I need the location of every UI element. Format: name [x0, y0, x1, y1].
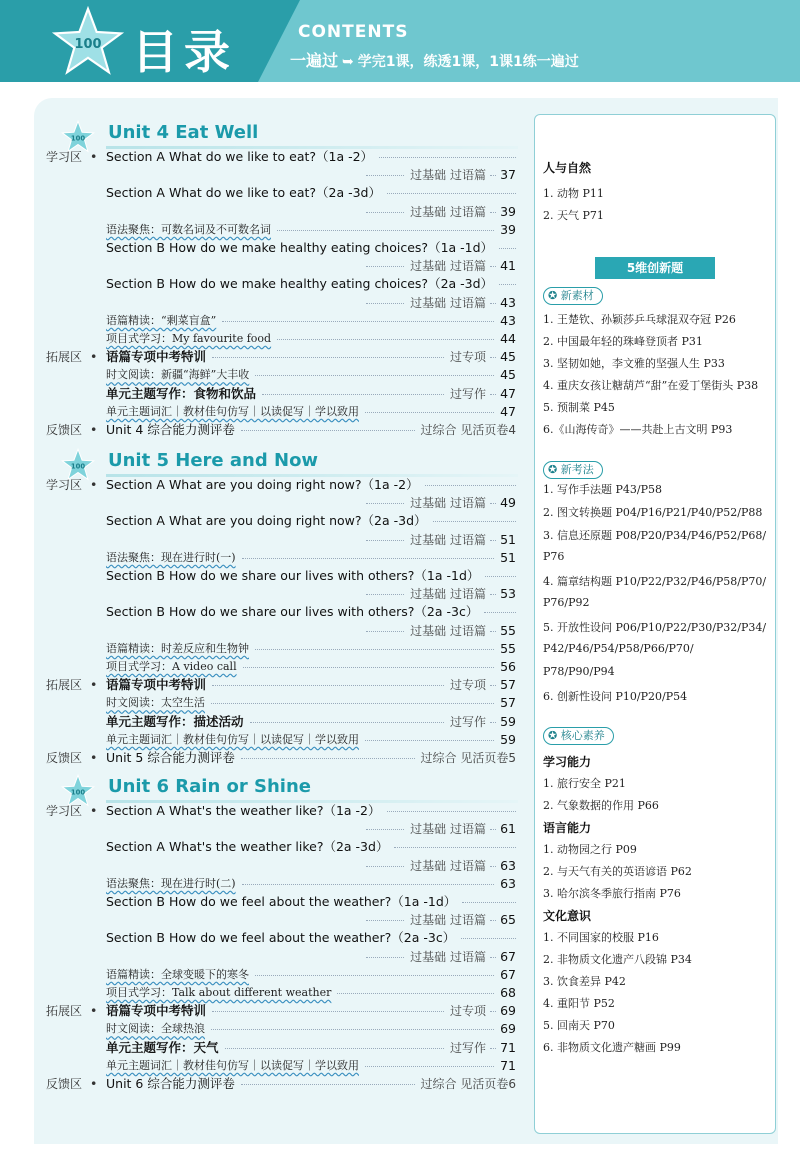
toc-row[interactable]	[36, 567, 526, 585]
entry-tags: 过综合 见活页卷5	[420, 751, 516, 765]
contents-label: CONTENTS	[298, 22, 409, 42]
leader-dots	[241, 430, 415, 431]
toc-row[interactable]	[36, 1039, 526, 1057]
toc-row[interactable]	[36, 603, 526, 621]
leader-dots	[490, 503, 496, 504]
page-number: 45	[500, 367, 516, 383]
entry-text: Section B How do we feel about the weather?（2a -3c）	[106, 930, 456, 946]
toc-row[interactable]	[36, 948, 526, 966]
entry-text: 单元主题写作：天气	[106, 1039, 219, 1055]
entry-tags: 过写作	[449, 714, 486, 729]
toc-row[interactable]	[36, 239, 526, 257]
zone-label: 拓展区	[46, 350, 83, 365]
leader-dots	[366, 175, 404, 176]
new-methods-badge	[543, 461, 603, 479]
leader-dots	[366, 303, 404, 304]
unit-header	[36, 772, 526, 806]
list-item: 2. 中国最年轻的珠峰登顶者 P31	[543, 335, 703, 348]
page-number: 47	[500, 385, 516, 401]
leader-dots	[241, 1084, 415, 1085]
toc-row[interactable]	[36, 838, 526, 856]
badge-label: 新考法	[560, 463, 594, 476]
toc-row[interactable]	[36, 366, 526, 384]
page-number: 37	[500, 167, 516, 183]
list-item: 2. 图文转换题 P04/P16/P21/P40/P52/P88	[543, 506, 763, 519]
page-number: 68	[500, 985, 516, 1000]
nature-item: 2. 天气 P71	[543, 209, 604, 222]
list-item: 2. 与天气有关的英语谚语 P62	[543, 865, 692, 878]
leader-dots	[337, 993, 494, 994]
zone-label: 拓展区	[46, 678, 83, 693]
leader-dots	[394, 847, 516, 848]
toc-row[interactable]	[36, 658, 526, 676]
leader-dots	[365, 740, 494, 741]
bullet-icon: •	[90, 349, 98, 365]
toc-row[interactable]	[36, 875, 526, 893]
zone-label: 拓展区	[46, 1004, 83, 1019]
entry-text: 语法聚焦：现在进行时(一)	[106, 550, 236, 564]
unit-title: Unit 5 Here and Now	[108, 450, 319, 471]
list-item: 1. 旅行安全 P21	[543, 777, 626, 790]
star-badge-icon: ✪	[548, 289, 558, 302]
entry-text: 项目式学习：Talk about different weather	[106, 986, 332, 999]
page-number: 69	[500, 1003, 516, 1019]
leader-dots	[366, 540, 404, 541]
leader-dots	[461, 938, 516, 939]
svg-text:100: 100	[70, 462, 86, 471]
list-item: 5. 预制菜 P45	[543, 401, 615, 414]
entry-text: Section A What are you doing right now?（2a -3d）	[106, 513, 427, 529]
leader-dots	[366, 266, 404, 267]
list-item: P76	[543, 550, 565, 563]
entry-text: 项目式学习：My favourite food	[106, 332, 272, 345]
page-number: 43	[500, 294, 516, 310]
entry-text: 项目式学习：A video call	[106, 660, 237, 673]
bullet-icon: •	[90, 477, 98, 492]
entry-tags: 过写作	[449, 386, 486, 401]
page-number: 53	[500, 586, 516, 602]
toc-row[interactable]	[36, 348, 526, 366]
leader-dots	[225, 1048, 444, 1049]
leader-dots	[490, 212, 496, 213]
entry-tags: 过基础 过语篇	[410, 204, 486, 219]
entry-text: 语篇精读：“剩菜盲盒”	[106, 313, 217, 327]
entry-tags: 过基础 过语篇	[410, 587, 486, 602]
entry-text: Section B How do we share our lives with others?（1a -1d）	[106, 568, 480, 583]
page-number: 51	[500, 549, 516, 565]
toc-left-column	[36, 114, 526, 1134]
entry-text: Section B How do we make healthy eating choices?（1a -1d）	[106, 240, 494, 255]
bullet-icon: •	[90, 750, 98, 765]
toc-row[interactable]	[36, 512, 526, 530]
list-item: 3. 信息还原题 P08/P20/P34/P46/P52/P68/	[543, 529, 767, 542]
list-item: 6.《山海传奇》——共赴上古文明 P93	[543, 423, 733, 436]
leader-dots	[211, 1029, 494, 1030]
entry-tags: 过基础 过语篇	[410, 949, 486, 964]
entry-text: Section A What do we like to eat?（1a -2）	[106, 149, 374, 164]
page-number: 67	[500, 966, 516, 982]
leader-dots	[250, 722, 444, 723]
leader-dots	[433, 521, 516, 522]
leader-dots	[490, 175, 496, 176]
leader-dots	[255, 375, 494, 376]
list-item: 2. 气象数据的作用 P66	[543, 799, 659, 812]
leader-dots	[490, 631, 496, 632]
toc-row[interactable]	[36, 802, 526, 820]
entry-text: 语篇精读：时差反应和生物钟	[106, 641, 249, 655]
leader-dots	[366, 594, 404, 595]
toc-right-column	[534, 114, 776, 1134]
entry-text: Section B How do we feel about the weather?（1a -1d）	[106, 894, 457, 909]
page-number: 57	[500, 677, 516, 693]
toc-row[interactable]	[36, 640, 526, 658]
page-number: 61	[500, 821, 516, 837]
language-title: 语言能力	[543, 821, 592, 835]
logo-text: 100	[74, 36, 102, 52]
page-title: 目录	[132, 25, 236, 79]
bullet-icon: •	[90, 1003, 98, 1019]
page-number: 44	[500, 331, 516, 346]
toc-row[interactable]	[36, 257, 526, 275]
badge-label: 核心素养	[560, 729, 605, 742]
toc-row[interactable]	[36, 694, 526, 712]
zone-label: 学习区	[46, 804, 83, 818]
page-number: 69	[500, 1021, 516, 1037]
page-number: 65	[500, 912, 516, 928]
arrow-icon: ➥	[342, 54, 354, 70]
nature-title: 人与自然	[543, 161, 592, 175]
leader-dots	[490, 594, 496, 595]
entry-text: 语篇专项中考特训	[106, 1003, 207, 1019]
leader-dots	[366, 212, 404, 213]
entry-tags: 过基础 过语篇	[410, 858, 486, 873]
leader-dots	[387, 193, 516, 194]
page-number: 56	[500, 659, 516, 674]
entry-text: 单元主题写作：食物和饮品	[106, 385, 257, 401]
leader-dots	[490, 722, 496, 723]
leader-dots	[241, 758, 415, 759]
entry-text: 单元主题词汇｜教材佳句仿写｜以读促写｜学以致用	[106, 732, 359, 746]
toc-row[interactable]	[36, 1057, 526, 1075]
entry-text: 单元主题写作：描述活动	[106, 713, 244, 729]
toc-row[interactable]	[36, 857, 526, 875]
leader-dots	[365, 412, 494, 413]
leader-dots	[365, 1066, 494, 1067]
leader-dots	[387, 811, 516, 812]
leader-dots	[490, 357, 496, 358]
zone-label: 反馈区	[46, 751, 83, 765]
leader-dots	[499, 248, 516, 249]
list-item: 1. 王楚钦、孙颖莎乒乓球混双夺冠 P26	[543, 313, 736, 326]
page-number: 47	[500, 403, 516, 419]
leader-dots	[212, 1011, 444, 1012]
core-literacy-badge	[543, 727, 614, 745]
leader-dots	[277, 230, 494, 231]
page-number: 59	[500, 713, 516, 729]
leader-dots	[243, 667, 494, 668]
toc-row[interactable]	[36, 549, 526, 567]
toc-row[interactable]	[36, 148, 526, 166]
bullet-icon: •	[90, 149, 98, 164]
leader-dots	[366, 829, 404, 830]
entry-text: 语法聚焦：现在进行时(二)	[106, 876, 236, 890]
bullet-icon: •	[90, 803, 98, 818]
list-item: 4. 篇章结构题 P10/P22/P32/P46/P58/P70/	[543, 575, 767, 588]
leader-dots	[366, 631, 404, 632]
page-number: 55	[500, 622, 516, 638]
toc-row[interactable]	[36, 1020, 526, 1038]
page-number: 55	[500, 640, 516, 656]
badge-label: 新素材	[560, 289, 594, 302]
unit-header	[36, 446, 526, 480]
leader-dots	[490, 866, 496, 867]
leader-dots	[277, 339, 494, 340]
page-number: 63	[500, 857, 516, 873]
toc-row[interactable]	[36, 330, 526, 348]
entry-text: Unit 6 综合能力测评卷	[106, 1076, 235, 1091]
subtitle-brand: 一遍过	[290, 51, 339, 70]
unit-title: Unit 6 Rain or Shine	[108, 776, 312, 797]
entry-text: 语篇精读：全球变暖下的寒冬	[106, 967, 249, 981]
entry-tags: 过基础 过语篇	[410, 532, 486, 547]
leader-dots	[211, 703, 494, 704]
toc-row[interactable]	[36, 585, 526, 603]
bullet-icon: •	[90, 422, 98, 437]
toc-row[interactable]	[36, 166, 526, 184]
leader-dots	[485, 576, 516, 577]
leader-dots	[262, 394, 444, 395]
toc-row[interactable]	[36, 713, 526, 731]
leader-dots	[499, 284, 516, 285]
list-item: 3. 哈尔滨冬季旅行指南 P76	[543, 887, 681, 900]
toc-row[interactable]	[36, 731, 526, 749]
entry-text: 单元主题词汇｜教材佳句仿写｜以读促写｜学以致用	[106, 404, 359, 418]
header	[0, 0, 800, 90]
zone-label: 学习区	[46, 150, 83, 164]
list-item: P78/P90/P94	[543, 665, 615, 678]
unit-header	[36, 118, 526, 152]
leader-dots	[484, 612, 516, 613]
list-item: P42/P46/P54/P58/P66/P70/	[543, 642, 694, 655]
leader-dots	[425, 485, 516, 486]
page-number: 67	[500, 948, 516, 964]
page-number: 45	[500, 349, 516, 365]
entry-tags: 过写作	[449, 1040, 486, 1055]
leader-dots	[490, 266, 496, 267]
page-number: 43	[500, 312, 516, 328]
entry-text: Section A What are you doing right now?（1a -2）	[106, 477, 419, 492]
toc-row[interactable]	[36, 275, 526, 293]
entry-tags: 过专项	[449, 678, 486, 693]
list-item: 6. 非物质文化遗产糖画 P99	[543, 1041, 681, 1054]
entry-text: 时文阅读：新疆“海鲜”大丰收	[106, 368, 250, 382]
leader-dots	[212, 357, 444, 358]
leader-dots	[490, 394, 496, 395]
entry-text: Section A What do we like to eat?（2a -3d）	[106, 185, 381, 201]
entry-tags: 过专项	[449, 1004, 486, 1019]
bullet-icon: •	[90, 1076, 98, 1091]
entry-text: 语篇专项中考特训	[106, 349, 207, 365]
toc-row[interactable]	[36, 966, 526, 984]
study-title: 学习能力	[543, 755, 592, 769]
list-item: 3. 坚韧如她，李文雅的坚强人生 P33	[543, 357, 725, 370]
page-number: 57	[500, 695, 516, 711]
entry-tags: 过基础 过语篇	[410, 168, 486, 183]
toc-row[interactable]	[36, 749, 526, 767]
entry-tags: 过基础 过语篇	[410, 295, 486, 310]
entry-text: Unit 5 综合能力测评卷	[106, 750, 235, 765]
list-item: 1. 写作手法题 P43/P58	[543, 483, 662, 496]
leader-dots	[490, 303, 496, 304]
star-badge-icon: ✪	[548, 729, 558, 742]
toc-row[interactable]	[36, 911, 526, 929]
leader-dots	[242, 884, 494, 885]
leader-dots	[490, 957, 496, 958]
toc-row[interactable]	[36, 929, 526, 947]
zone-label: 反馈区	[46, 423, 83, 437]
toc-row[interactable]	[36, 531, 526, 549]
bullet-icon: •	[90, 677, 98, 693]
leader-dots	[222, 321, 494, 322]
zone-label: 学习区	[46, 478, 83, 492]
entry-tags: 过基础 过语篇	[410, 822, 486, 837]
leader-dots	[490, 540, 496, 541]
toc-row[interactable]	[36, 494, 526, 512]
list-item: 3. 饮食差异 P42	[543, 975, 626, 988]
entry-tags: 过基础 过语篇	[410, 913, 486, 928]
leader-dots	[366, 503, 404, 504]
toc-row[interactable]	[36, 1075, 526, 1093]
toc-row[interactable]	[36, 893, 526, 911]
entry-tags: 过基础 过语篇	[410, 259, 486, 274]
entry-text: Section A What's the weather like?（2a -3d）	[106, 839, 389, 855]
star-mascot-icon	[52, 6, 124, 78]
list-item: P76/P92	[543, 596, 590, 609]
toc-row[interactable]	[36, 1002, 526, 1020]
entry-text: 单元主题词汇｜教材佳句仿写｜以读促写｜学以致用	[106, 1058, 359, 1072]
toc-row[interactable]	[36, 312, 526, 330]
entry-text: Section B How do we make healthy eating choices?（2a -3d）	[106, 276, 494, 292]
list-item: 1. 动物园之行 P09	[543, 843, 637, 856]
toc-row[interactable]	[36, 984, 526, 1002]
leader-dots	[490, 1011, 496, 1012]
list-item: 5. 回南天 P70	[543, 1019, 615, 1032]
list-item: 2. 非物质文化遗产八段锦 P34	[543, 953, 692, 966]
list-item: 4. 重阳节 P52	[543, 997, 615, 1010]
subtitle-slogan: 学完1课，练透1课，1课1练一遍过	[357, 54, 579, 70]
toc-row[interactable]	[36, 403, 526, 421]
page-number: 63	[500, 875, 516, 891]
entry-text: 时文阅读：太空生活	[106, 696, 205, 710]
header-subtitle	[290, 48, 579, 71]
page-number: 41	[500, 258, 516, 274]
leader-dots	[490, 829, 496, 830]
leader-dots	[379, 157, 516, 158]
entry-tags: 过基础 过语篇	[410, 496, 486, 511]
entry-tags: 过综合 见活页卷4	[420, 423, 516, 437]
entry-tags: 过基础 过语篇	[410, 623, 486, 638]
page-number: 49	[500, 495, 516, 511]
list-item: 6. 创新性设问 P10/P20/P54	[543, 690, 688, 703]
entry-tags: 过专项	[449, 350, 486, 365]
leader-dots	[490, 920, 496, 921]
leader-dots	[255, 649, 494, 650]
list-item: 4. 重庆女孩让糖葫芦“甜”在爱丁堡街头 P38	[543, 379, 759, 392]
toc-row[interactable]	[36, 676, 526, 694]
nature-item: 1. 动物 P11	[543, 187, 604, 200]
star-badge-icon: ✪	[548, 463, 558, 476]
entry-tags: 过综合 见活页卷6	[420, 1077, 516, 1091]
page-number: 39	[500, 221, 516, 237]
list-item: 1. 不同国家的校服 P16	[543, 931, 659, 944]
toc-row[interactable]	[36, 421, 526, 439]
entry-text: Section A What's the weather like?（1a -2）	[106, 803, 381, 818]
page-number: 71	[500, 1057, 516, 1073]
zone-label: 反馈区	[46, 1077, 83, 1091]
leader-dots	[490, 685, 496, 686]
leader-dots	[462, 902, 516, 903]
entry-text: Unit 4 综合能力测评卷	[106, 422, 235, 437]
svg-text:100: 100	[70, 788, 86, 797]
list-item: 5. 开放性设问 P06/P10/P22/P30/P32/P34/	[543, 621, 767, 634]
toc-row[interactable]	[36, 221, 526, 239]
entry-text: 语法聚焦：可数名词及不可数名词	[106, 222, 271, 236]
toc-row[interactable]	[36, 203, 526, 221]
leader-dots	[212, 685, 444, 686]
new-materials-badge	[543, 287, 603, 305]
toc-row[interactable]	[36, 294, 526, 312]
leader-dots	[255, 975, 494, 976]
page-number: 71	[500, 1039, 516, 1055]
page-number: 51	[500, 531, 516, 547]
toc-row[interactable]	[36, 476, 526, 494]
toc-row[interactable]	[36, 184, 526, 202]
leader-dots	[366, 920, 404, 921]
toc-row[interactable]	[36, 820, 526, 838]
leader-dots	[490, 1048, 496, 1049]
leader-dots	[366, 866, 404, 867]
leader-dots	[242, 558, 494, 559]
page-number: 39	[500, 203, 516, 219]
svg-text:100: 100	[70, 134, 86, 143]
entry-text: Section B How do we share our lives with others?（2a -3c）	[106, 604, 479, 620]
entry-text: 时文阅读：全球热浪	[106, 1022, 205, 1036]
toc-row[interactable]	[36, 385, 526, 403]
page-number: 59	[500, 731, 516, 747]
innovation-heading: 5维创新题	[595, 257, 715, 279]
unit-title: Unit 4 Eat Well	[108, 122, 259, 143]
leader-dots	[366, 957, 404, 958]
entry-text: 语篇专项中考特训	[106, 677, 207, 693]
culture-title: 文化意识	[543, 909, 592, 923]
toc-row[interactable]	[36, 622, 526, 640]
